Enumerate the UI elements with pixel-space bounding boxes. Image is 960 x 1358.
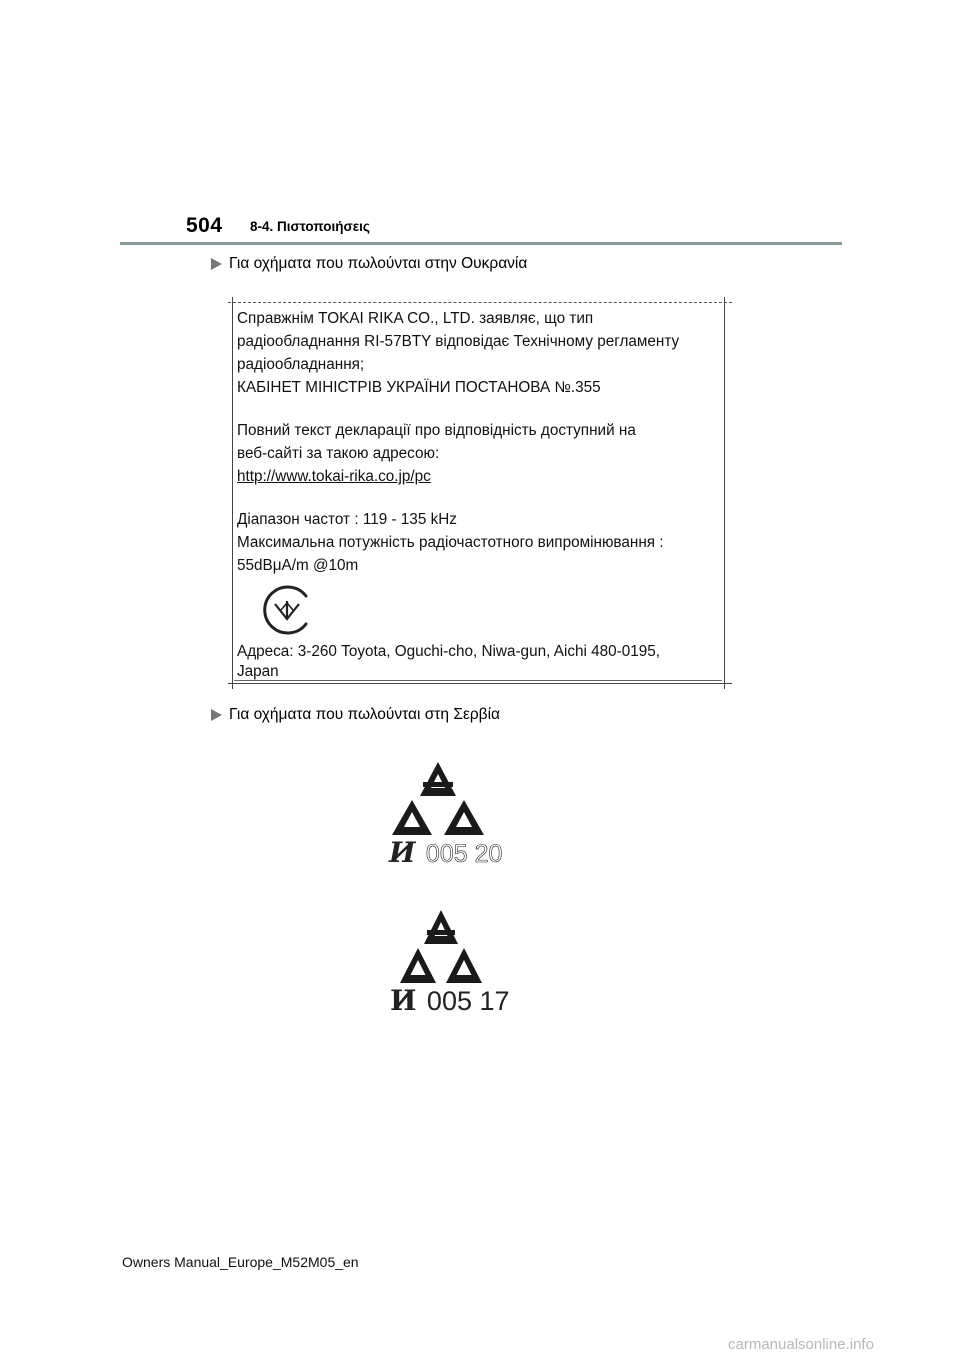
serbian-mark-number: 005 17 [426, 986, 510, 1016]
serbia-heading-text: Για οχήματα που πωλούνται στη Σερβία [229, 706, 500, 723]
declaration-line: 55dBμA/m @10m [237, 557, 359, 574]
bullet-triangle-icon [211, 258, 222, 270]
section-title: 8-4. Πιστοποιήσεις [250, 219, 370, 234]
declaration-url-link[interactable]: http://www.tokai-rika.co.jp/pc [237, 468, 431, 485]
site-watermark: carmanualsonline.info [728, 1336, 874, 1353]
serbian-mark-code [389, 836, 502, 869]
page-number: 504 [186, 214, 223, 237]
declaration-line: радіообладнання; [237, 356, 365, 373]
declaration-line: радіообладнання RI-57BTY відповідає Технічному регламенту [237, 333, 680, 350]
serbian-mark-letter: И [389, 836, 416, 869]
serbian-mark-code [390, 984, 510, 1017]
page-footer: Owners Manual_Europe_M52M05_en [122, 1254, 359, 1270]
declaration-line: Максимальна потужність радіочастотного випромінювання : [237, 534, 664, 551]
serbian-conformity-mark-icon [396, 908, 486, 984]
serbian-mark-number: 005 20 [425, 840, 503, 868]
declaration-line: Діапазон частот : 119 - 135 kHz [237, 511, 457, 528]
ukraine-heading [211, 255, 527, 273]
bullet-triangle-icon [211, 709, 222, 721]
ukraine-heading-text: Για οχήματα που πωλούνται στην Ουκρανία [229, 255, 528, 272]
serbia-heading [211, 706, 500, 724]
serbian-mark-letter: И [390, 984, 417, 1017]
header-divider [120, 242, 842, 245]
declaration-line: КАБІНЕТ МІНІСТРІВ УКРАЇНИ ПОСТАНОВА №.355 [237, 379, 601, 396]
ukraine-declaration-box [228, 297, 732, 689]
declaration-address-line: Адреса: 3-260 Toyota, Oguchi-cho, Niwa-gun, Aichi 480-0195, [237, 643, 661, 660]
declaration-line: Справжнім TOKAI RIKA CO., LTD. заявляє, що тип [237, 310, 594, 327]
declaration-line: Повний текст декларації про відповідність доступний на [237, 422, 636, 439]
declaration-line: веб-сайті за такою адресою: [237, 445, 440, 462]
serbian-conformity-mark-icon [388, 760, 488, 836]
declaration-address-line: Japan [237, 663, 279, 680]
ukrainian-conformity-mark-icon [260, 583, 314, 637]
